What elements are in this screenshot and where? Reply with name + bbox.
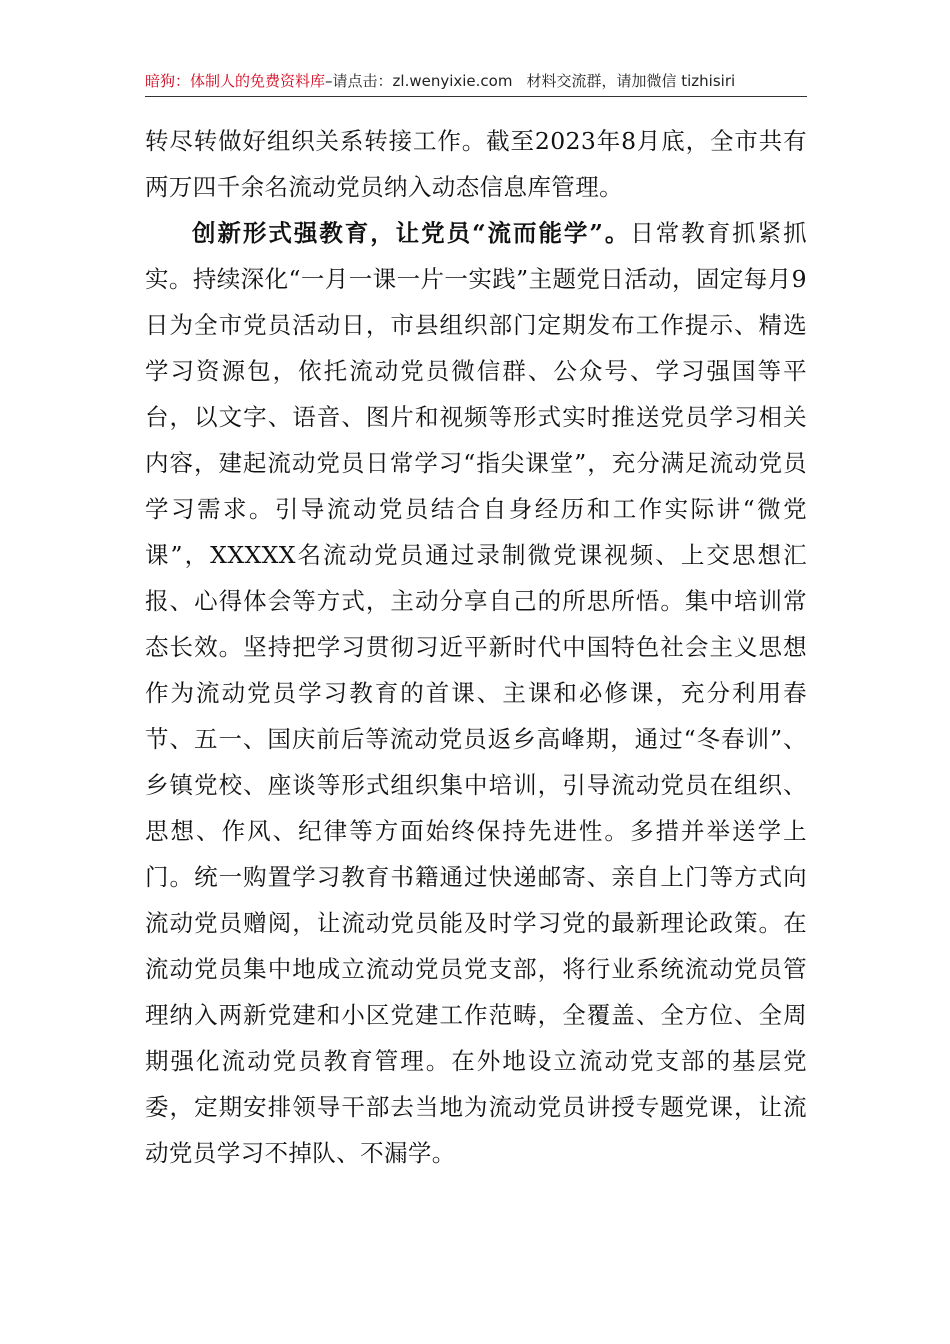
paragraph-body-text: 日常教育抓紧抓实。持续深化“一月一课一片一实践”主题党日活动，固定每月9日为全市党员活动日，市县组织部门定期发布工作提示、精选学习资源包，依托流动党员微信群、公众号、学习强国等平台，以文字、语音、图片和视频等形式实时推送党员学习相关内容，建起流动党员日常学习“指尖课堂”，充分满足流动党员学习需求。引导流动党员结合自身经历和工作实际讲“微党课”，XXXXX名流动党员通过录制微党课视频、上交思想汇报、心得体会等方式，主动分享自己的所思所悟。集中培训常态长效。坚持把学习贯彻习近平新时代中国特色社会主义思想作为流动党员学习教育的首课、主课和必修课，充分利用春节、五一、国庆前后等流动党员返乡高峰期，通过“冬春训”、乡镇党校、座谈等形式组织集中培训，引导流动党员在组织、思想、作风、纪律等方面始终保持先进性。多措并举送学上门。统一购置学习教育书籍通过快递邮寄、亲自上门等方式向流动党员赠阅，让流动党员能及时学习党的最新理论政策。在流动党员集中地成立流动党员党支部，将行业系统流动党员管理纳入两新党建和小区党建工作范畴，全覆盖、全方位、全周期强化流动党员教育管理。在外地设立流动党支部的基层党委，定期安排领导干部去当地为流动党员讲授专题党课，让流动党员学习不掉队、不漏学。 <box>145 219 807 1167</box>
header-site-name: 暗狗：体制人的免费资料库 <box>145 72 326 90</box>
document-body <box>145 118 807 1176</box>
paragraph-education <box>145 210 807 1176</box>
header-group-note: 材料交流群，请加微信 tizhisiri <box>526 72 736 90</box>
paragraph-lead-heading: 创新形式强教育，让党员“流而能学”。 <box>192 219 631 247</box>
header-url-link[interactable]: zl.wenyixie.com <box>392 72 513 90</box>
page-header <box>145 66 807 97</box>
paragraph-continuation: 转尽转做好组织关系转接工作。截至2023年8月底，全市共有两万四千余名流动党员纳入动态信息库管理。 <box>145 127 807 201</box>
header-click-prompt: –请点击： <box>325 72 393 90</box>
